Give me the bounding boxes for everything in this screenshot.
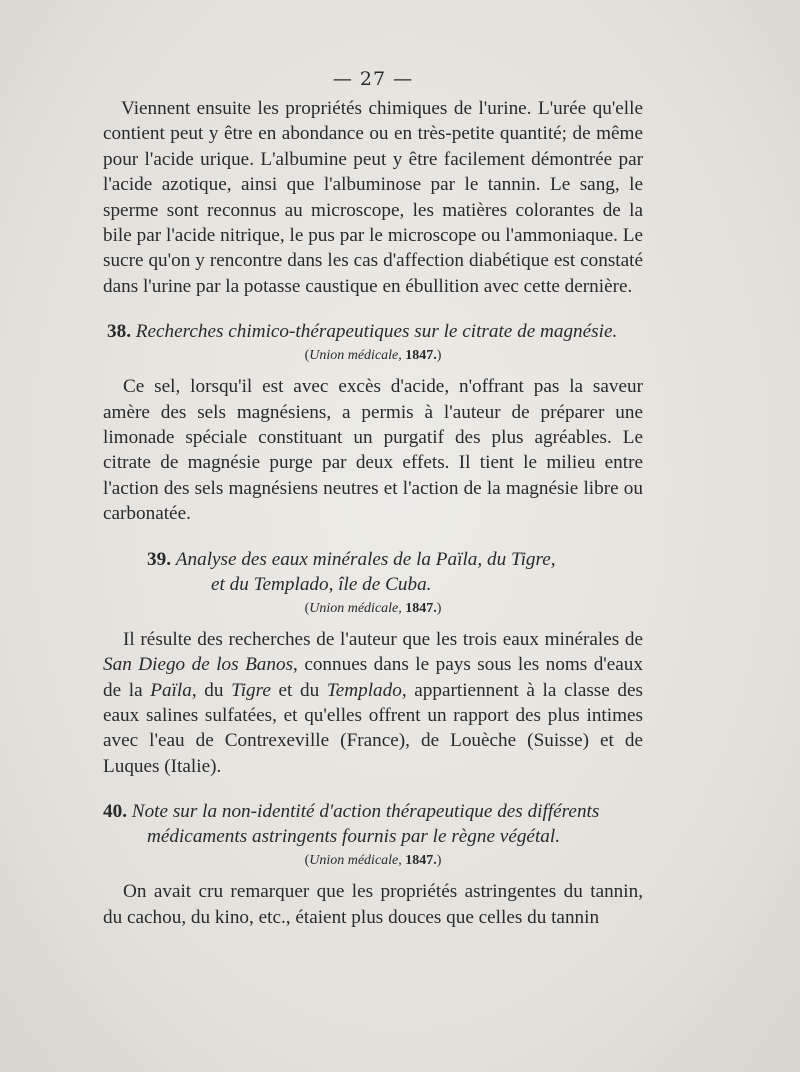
- article-number: 39.: [147, 548, 171, 570]
- body-text: et du: [270, 679, 327, 701]
- page-content: [103, 68, 643, 930]
- article-38-source: (Union médicale, 1847.): [304, 348, 442, 364]
- source-journal: Union médicale,: [309, 600, 402, 616]
- spring-name: Tigre: [231, 679, 271, 701]
- article-title-line1: Note sur la non-identité d'action thérapeutique des différents: [131, 801, 600, 823]
- article-title: Recherches chimico-thérapeutiques sur le citrate de magnésie.: [135, 321, 618, 343]
- source-journal: Union médicale,: [309, 853, 402, 869]
- place-name: San Diego de los Banos: [103, 654, 294, 676]
- body-text: , du: [191, 679, 232, 701]
- source-year: 1847.: [405, 348, 437, 364]
- article-39-source: (Union médicale, 1847.): [304, 600, 442, 616]
- spring-name: Templado: [326, 679, 402, 701]
- article-number: 40.: [103, 801, 127, 823]
- article-40-heading: [103, 799, 643, 849]
- source-year: 1847.: [405, 600, 437, 616]
- source-year: 1847.: [405, 853, 437, 869]
- article-38-heading: [103, 319, 643, 344]
- article-39-heading: [103, 547, 643, 597]
- spring-name: Païla: [150, 679, 192, 701]
- article-40-body: On avait cru remarquer que les propriétés astringentes du tannin, du cachou, du kino, etc., étaient plus douces que celles du tannin: [103, 881, 643, 928]
- source-journal: Union médicale,: [309, 348, 402, 364]
- body-text: , connues dans le pays sous les noms d'eaux de la: [103, 654, 643, 701]
- body-text: , appartiennent à la classe des eaux salines sulfatées, et qu'elles offrent un rapport des plus intimes avec l'eau de Contrexeville (France), de Louèche (Suisse) et de Luques (Italie).: [103, 679, 643, 777]
- article-title-line2: et du Templado, île de Cuba.: [211, 573, 432, 595]
- article-number: 38.: [107, 321, 131, 343]
- article-39-body: [103, 627, 643, 779]
- article-38-body: Ce sel, lorsqu'il est avec excès d'acide, n'offrant pas la saveur amère des sels magnésiens, a permis à l'auteur de préparer une limonade spéciale constituant un purgatif des plus agréables. Le citrate de magnésie purge par deux effets. Il tient le milieu entre l'action des sels magnésiens neutres et l'action de la magnésie libre ou carbonatée.: [103, 376, 643, 525]
- page-number: — 27 —: [332, 68, 414, 90]
- body-text: Il résulte des recherches de l'auteur que les trois eaux minérales de: [123, 628, 643, 650]
- article-title-line2: médicaments astringents fournis par le règne végétal.: [147, 826, 560, 848]
- intro-paragraph: Viennent ensuite les propriétés chimiques de l'urine. L'urée qu'elle contient peut y être en abondance ou en très-petite quantité; de même pour l'acide urique. L'albumine peut y être facilement démontrée par l'acide azotique, ainsi que l'albuminose par le tannin. Le sang, le sperme sont reconnus au microscope, les matières colorantes de la bile par l'acide nitrique, le pus par le microscope ou l'ammoniaque. Le sucre qu'on y rencontre dans les cas d'affection diabétique est constaté dans l'urine par la potasse caustique en ébullition avec cette dernière.: [103, 98, 643, 297]
- article-40-source: (Union médicale, 1847.): [304, 853, 442, 869]
- article-title-line1: Analyse des eaux minérales de la Païla, du Tigre,: [175, 548, 556, 570]
